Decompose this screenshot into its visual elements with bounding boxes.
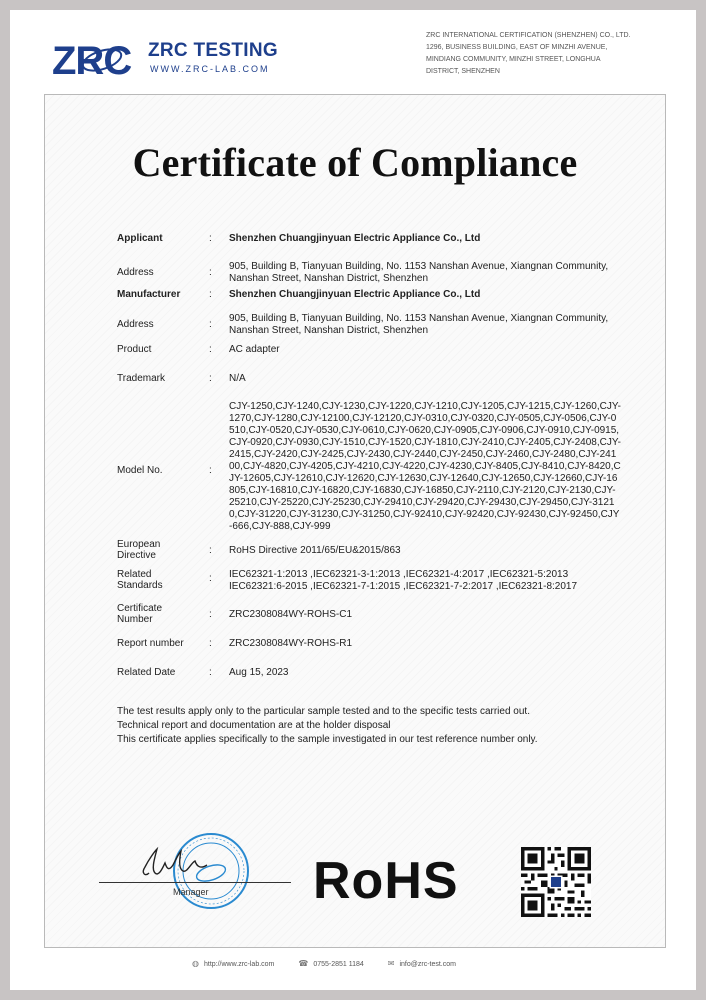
disclaimer-line: The test results apply only to the particular sample tested and to the specific tests carried out. bbox=[117, 706, 530, 717]
address-line: DISTRICT, SHENZHEN bbox=[426, 68, 500, 75]
field-value: RoHS Directive 2011/65/EU&2015/863 bbox=[229, 545, 401, 556]
qr-code bbox=[521, 847, 591, 917]
field-label: Manufacturer bbox=[117, 289, 181, 300]
address-line: ZRC INTERNATIONAL CERTIFICATION (SHENZHEN) CO., LTD. bbox=[426, 32, 631, 39]
brand-url: WWW.ZRC-LAB.COM bbox=[150, 64, 270, 74]
field-value: N/A bbox=[229, 373, 246, 384]
globe-icon: ◍ bbox=[192, 959, 199, 968]
certificate-frame: Certificate of Compliance Applicant : Shenzhen Chuangjinyuan Electric Appliance Co., Ltd Address : 905, Building B, Tianyuan Building, No. 1153 Nanshan Avenue, Xiangnan Community, Nanshan Street, Nanshan District, Shenzhen Manufacturer : Shenzhen Chuangjinyuan Electric Appliance Co., Ltd Address : 905, Building B, Tianyuan Building, No. 1153 Nanshan Avenue, Xiangnan Community, Nanshan Street, Nanshan District, Shenzhen Product : AC adapter Trademark : N/A Model No. : CJY-1250,CJY-1240,CJY-1230,CJY-1220,CJY-1210,CJY-1205,CJY-1215,CJY-1260,CJY-1270,CJY-1280,CJY-12100,CJY-12120,CJY-0310,CJY-0320,CJY-0505,CJY-0506,CJY-0510,CJY-0520,CJY-0530,CJY-0610,CJY-0620,CJY-0905,CJY-0906,CJY-0910,CJY-0915,CJY-0920,CJY-0930,CJY-1510,CJY-1520,CJY-1810,CJY-2410,CJY-2405,CJY-2408,CJY-2415,CJY-2420,CJY-2425,CJY-2430,CJY-2440,CJY-2450,CJY-2460,CJY-2480,CJY-24100,CJY-4820,CJY-4205,CJY-4210,CJY-4220,CJY-4230,CJY-8405,CJY-8410,CJY-8420,CJY-12605,CJY-12610,CJY-12620,CJY-12630,CJY-12640,CJY-12650,CJY-12660,CJY-16805,CJY-16810,CJY-16820,CJY-16830,CJY-16850,CJY-2110,CJY-2120,CJY-2130,CJY-25210,CJY-25220,CJY-25230,CJY-29410,CJY-29420,CJY-29430,CJY-29450,CJY-31210,CJY-31220,CJY-31230,CJY-31250,CJY-92410,CJY-92420,CJY-92430,CJY-92450,CJY-666,CJY-888,CJY-999 European Directive : RoHS Directive 2011/65/EU&2015/863 Related Standards : IEC62321-1:2013 ,IEC62321-3-1:2013 ,IEC62321-4:2017 ,IEC62321-5:2013 IEC62321:6-2015 ,IEC62321-7-1:2015 ,IEC62321-7-2:2017 ,IEC62321-8:2017 Certificate Number : ZRC2308084WY-ROHS-C1 Report number : ZRC2308084WY-ROHS-R1 Related Date : Aug 15, 2023 The test results apply only to the particular sample tested and to the specific tests carried out. Technical report and documentation are at the holder disposal This certificate applies specifically to the sample investigated in our test reference number only. Manager RoHS bbox=[44, 94, 666, 948]
field-value: 905, Building B, Tianyuan Building, No. 1153 Nanshan Avenue, Xiangnan Community, Nanshan Street, Nanshan District, Shenzhen bbox=[229, 261, 609, 284]
signature-line bbox=[99, 882, 291, 883]
website-text: http://www.zrc-lab.com bbox=[203, 961, 275, 968]
disclaimer-notes bbox=[117, 705, 538, 747]
signature-role: Manager bbox=[173, 887, 209, 897]
email-text: info@zrc-test.com bbox=[399, 961, 456, 968]
footer-email[interactable] bbox=[388, 959, 456, 968]
footer-website[interactable] bbox=[192, 959, 274, 968]
field-value: Aug 15, 2023 bbox=[229, 667, 289, 678]
manager-signature bbox=[135, 843, 225, 883]
field-label: Product bbox=[117, 344, 152, 355]
field-value: IEC62321-1:2013 ,IEC62321-3-1:2013 ,IEC62321-4:2017 ,IEC62321-5:2013 IEC62321:6-2015 ,IEC62321-7-1:2015 ,IEC62321-7-2:2017 ,IEC62321-8:2017 bbox=[229, 569, 578, 592]
certificate-title: Certificate of Compliance bbox=[132, 140, 578, 185]
phone-icon: ☎ bbox=[298, 959, 309, 968]
rohs-mark: RoHS bbox=[313, 852, 459, 910]
field-value: AC adapter bbox=[229, 344, 280, 355]
phone-text: 0755-2851 1184 bbox=[313, 961, 364, 968]
company-address bbox=[426, 30, 652, 78]
footer-contacts bbox=[192, 959, 478, 968]
field-label: Model No. bbox=[117, 465, 163, 476]
footer-phone[interactable] bbox=[298, 959, 363, 968]
field-value: ZRC2308084WY-ROHS-C1 bbox=[229, 609, 353, 620]
logo-text: ZRC bbox=[52, 39, 132, 83]
zrc-logo bbox=[50, 34, 290, 90]
disclaimer-line: Technical report and documentation are at the holder disposal bbox=[117, 720, 391, 731]
zrc-logo-mark bbox=[50, 34, 144, 84]
disclaimer-line: This certificate applies specifically to the sample investigated in our test reference number only. bbox=[117, 734, 538, 745]
certificate-page bbox=[10, 10, 696, 990]
field-label: Related Date bbox=[117, 667, 176, 678]
field-label: Trademark bbox=[117, 373, 165, 384]
field-value: Shenzhen Chuangjinyuan Electric Appliance Co., Ltd bbox=[229, 289, 481, 300]
field-label: Certificate Number bbox=[117, 603, 163, 625]
address-line: 1296, BUSINESS BUILDING, EAST OF MINZHI AVENUE, bbox=[426, 44, 608, 51]
address-line: MINDIANG COMMUNITY, MINZHI STREET, LONGHUA bbox=[426, 56, 601, 63]
field-label: Related Standards bbox=[117, 569, 163, 591]
field-label: Address bbox=[117, 267, 154, 278]
field-value: ZRC2308084WY-ROHS-R1 bbox=[229, 638, 353, 649]
field-label: European Directive bbox=[117, 539, 161, 561]
field-label: Applicant bbox=[117, 233, 163, 244]
field-value: 905, Building B, Tianyuan Building, No. 1153 Nanshan Avenue, Xiangnan Community, Nanshan Street, Nanshan District, Shenzhen bbox=[229, 313, 609, 336]
field-label: Report number bbox=[117, 638, 184, 649]
mail-icon: ✉ bbox=[387, 959, 395, 968]
model-list: CJY-1250,CJY-1240,CJY-1230,CJY-1220,CJY-1210,CJY-1205,CJY-1215,CJY-1260,CJY-1270,CJY-1280,CJY-12100,CJY-12120,CJY-0310,CJY-0320,CJY-0505,CJY-0506,CJY-0510,CJY-0520,CJY-0530,CJY-0610,CJY-0620,CJY-0905,CJY-0906,CJY-0910,CJY-0915,CJY-0920,CJY-0930,CJY-1510,CJY-1520,CJY-1810,CJY-2410,CJY-2405,CJY-2408,CJY-2415,CJY-2420,CJY-2425,CJY-2430,CJY-2440,CJY-2450,CJY-2460,CJY-2480,CJY-24100,CJY-4820,CJY-4205,CJY-4210,CJY-4220,CJY-4230,CJY-8405,CJY-8410,CJY-8420,CJY-12605,CJY-12610,CJY-12620,CJY-12630,CJY-12640,CJY-12650,CJY-12660,CJY-16805,CJY-16810,CJY-16820,CJY-16830,CJY-16850,CJY-2110,CJY-2120,CJY-2130,CJY-25210,CJY-25220,CJY-25230,CJY-29410,CJY-29420,CJY-29430,CJY-29450,CJY-31210,CJY-31220,CJY-31230,CJY-31250,CJY-92410,CJY-92420,CJY-92430,CJY-92450,CJY-666,CJY-888,CJY-999 bbox=[229, 401, 621, 532]
brand-name: ZRC TESTING bbox=[148, 40, 278, 61]
field-value: Shenzhen Chuangjinyuan Electric Appliance Co., Ltd bbox=[229, 233, 481, 244]
field-label: Address bbox=[117, 319, 154, 330]
